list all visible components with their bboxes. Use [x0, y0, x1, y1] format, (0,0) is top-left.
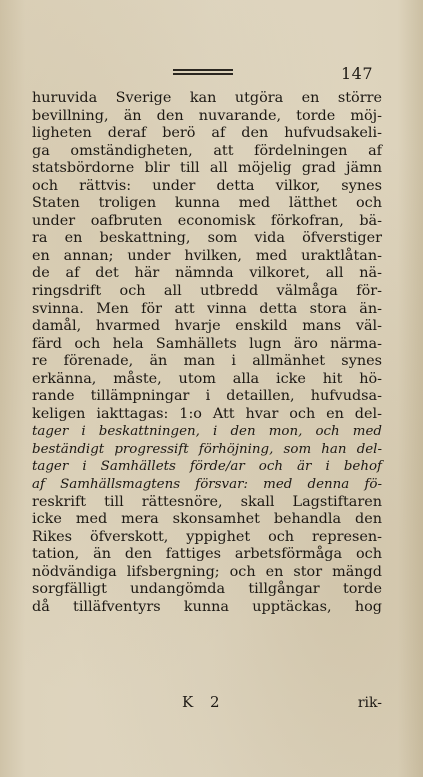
text-line: svinna. Men för att vinna detta stora än- [32, 300, 382, 317]
text-line: rande tillämpningar i detaillen, hufvudsa- [32, 388, 382, 405]
text-line: och rättvis: under detta vilkor, synes [32, 177, 382, 194]
text-line: icke med mera skonsamhet behandla den [32, 511, 382, 528]
text-line: re förenade, än man i allmänhet synes [32, 353, 382, 370]
text-line: keligen iakttagas: 1:o Att hvar och en del- [32, 405, 382, 422]
text-line: damål, hvarmed hvarje enskild mans väl- [32, 318, 382, 335]
text-line: ligheten deraf berö af den hufvudsakeli- [32, 125, 382, 142]
catchword: rik- [357, 695, 382, 711]
text-line: reskrift till rättesnöre, skall Lagstiftaren [32, 493, 382, 510]
page-header [0, 62, 423, 88]
text-line: erkänna, måste, utom alla icke hit hö- [32, 370, 382, 387]
page-number: 147 [340, 64, 373, 83]
text-line: de af det här nämnda vilkoret, all nä- [32, 265, 382, 282]
text-line: under oafbruten economisk förkofran, bä- [32, 212, 382, 229]
text-line: bevillning, än den nuvarande, torde möj- [32, 107, 382, 124]
text-line: ringsdrift och all utbredd välmåga för- [32, 283, 382, 300]
text-line: beständigt progressift förhöjning, som han del- [32, 441, 382, 457]
text-line: tager i beskattningen, i den mon, och med [32, 424, 382, 440]
text-line: ga omständigheten, att fördelningen af [32, 142, 382, 159]
text-line: tager i Samhällets förde/ar och är i behof [32, 459, 382, 475]
text-line: statsbördorne blir till all möjelig grad jämn [32, 160, 382, 177]
text-line: en annan; under hvilken, med uraktlåtan- [32, 247, 382, 264]
text-line: Rikes öfverskott, yppighet och represen- [32, 528, 382, 545]
header-rule [173, 69, 233, 75]
signature-mark: K 2 [182, 693, 226, 711]
text-line: då tilläfventyrs kunna upptäckas, hog [32, 598, 382, 615]
text-line: färd och hela Samhällets lugn äro närma- [32, 335, 382, 352]
text-line: tation, än den fattiges arbetsförmåga och [32, 546, 382, 563]
page-footer [32, 693, 382, 713]
text-line: af Samhällsmagtens försvar: med denna fö- [32, 477, 382, 493]
text-line: huruvida Sverige kan utgöra en större [32, 90, 382, 106]
text-line: Staten troligen kunna med lätthet och [32, 195, 382, 212]
body-text [32, 90, 382, 616]
text-line: ra en beskattning, som vida öfverstiger [32, 230, 382, 247]
text-line: nödvändiga lifsbergning; och en stor mängd [32, 563, 382, 580]
text-line: sorgfälligt undangömda tillgångar torde [32, 581, 382, 598]
